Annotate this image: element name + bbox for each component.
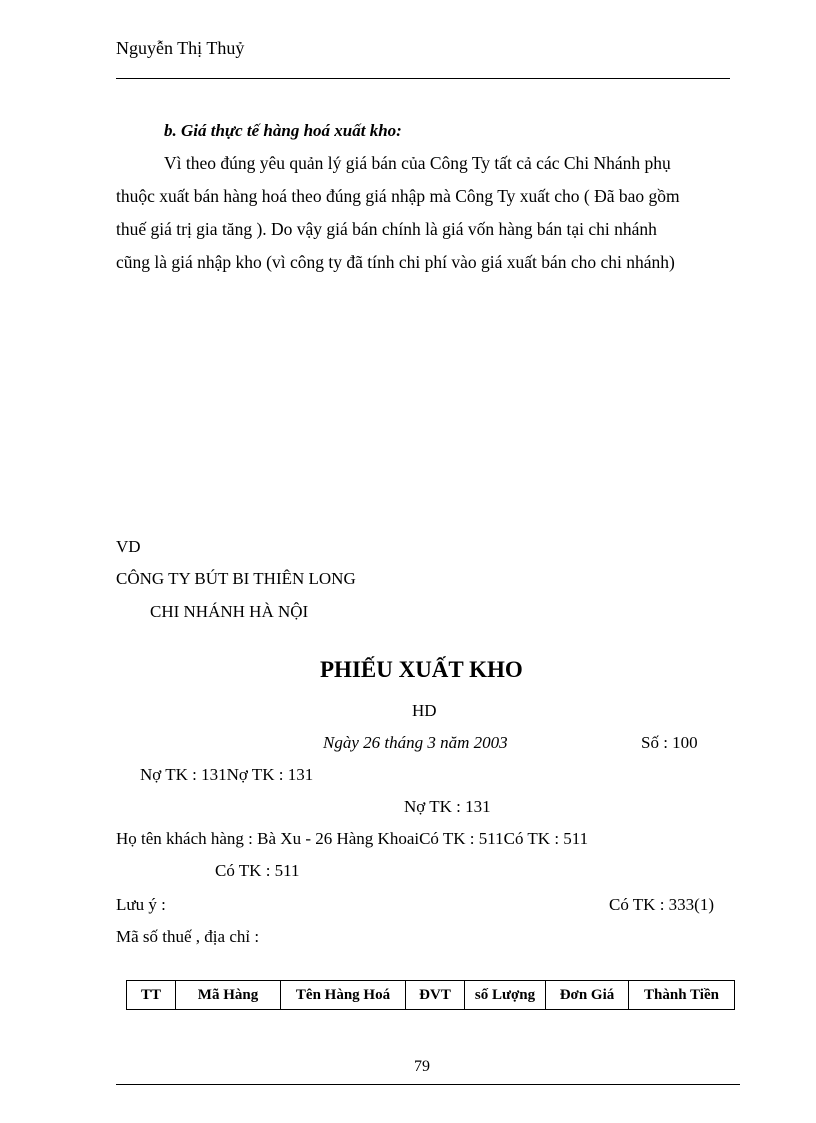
section-paragraph [116,147,738,279]
paragraph-line: thuộc xuất bán hàng hoá theo đúng giá nhập mà Công Ty xuất cho ( Đã bao gồm [116,186,680,206]
header-author: Nguyễn Thị Thuỷ [116,38,245,58]
form-number: Số : 100 [641,733,698,752]
footer-rule [116,1084,740,1085]
note-label: Lưu ý : [116,895,166,914]
debit-account: Nợ TK : 131 [404,797,491,816]
tax-code-label: Mã số thuế , địa chỉ : [116,927,260,946]
items-table [126,980,735,1010]
form-date: Ngày 26 tháng 3 năm 2003 [323,733,508,752]
paragraph-line: Vì theo đúng yêu quản lý giá bán của Công Ty tất cả các Chi Nhánh phụ [164,153,671,173]
column-header-quantity: số Lượng [465,981,546,1010]
table-header-row [127,981,735,1010]
column-header-unit-price: Đơn Giá [546,981,629,1010]
example-label: VD [116,537,141,556]
header-rule [116,78,730,79]
paragraph-line: cũng là giá nhập kho (vì công ty đã tính chi phí vào giá xuất bán cho chi nhánh) [116,252,675,272]
column-header-item-code: Mã Hàng [176,981,281,1010]
debit-line: Nợ TK : 131Nợ TK : 131 [140,765,314,784]
branch-name: CHI NHÁNH HÀ NỘI [150,602,309,621]
column-header-tt: TT [127,981,176,1010]
column-header-item-name: Tên Hàng Hoá [281,981,406,1010]
customer-line: Họ tên khách hàng : Bà Xu - 26 Hàng KhoaiCó TK : 511Có TK : 511 [116,829,589,848]
vat-credit-account: Có TK : 333(1) [609,895,714,914]
form-subtitle: HD [412,701,437,720]
section-heading: b. Giá thực tế hàng hoá xuất kho: [164,121,402,140]
column-header-unit: ĐVT [406,981,465,1010]
credit-account: Có TK : 511 [215,861,300,880]
page-number: 79 [414,1058,430,1075]
paragraph-line: thuế giá trị gia tăng ). Do vậy giá bán chính là giá vốn hàng bán tại chi nhánh [116,219,657,239]
column-header-total: Thành Tiền [629,981,735,1010]
company-name: CÔNG TY BÚT BI THIÊN LONG [116,569,356,588]
form-title: PHIẾU XUẤT KHO [320,657,523,682]
